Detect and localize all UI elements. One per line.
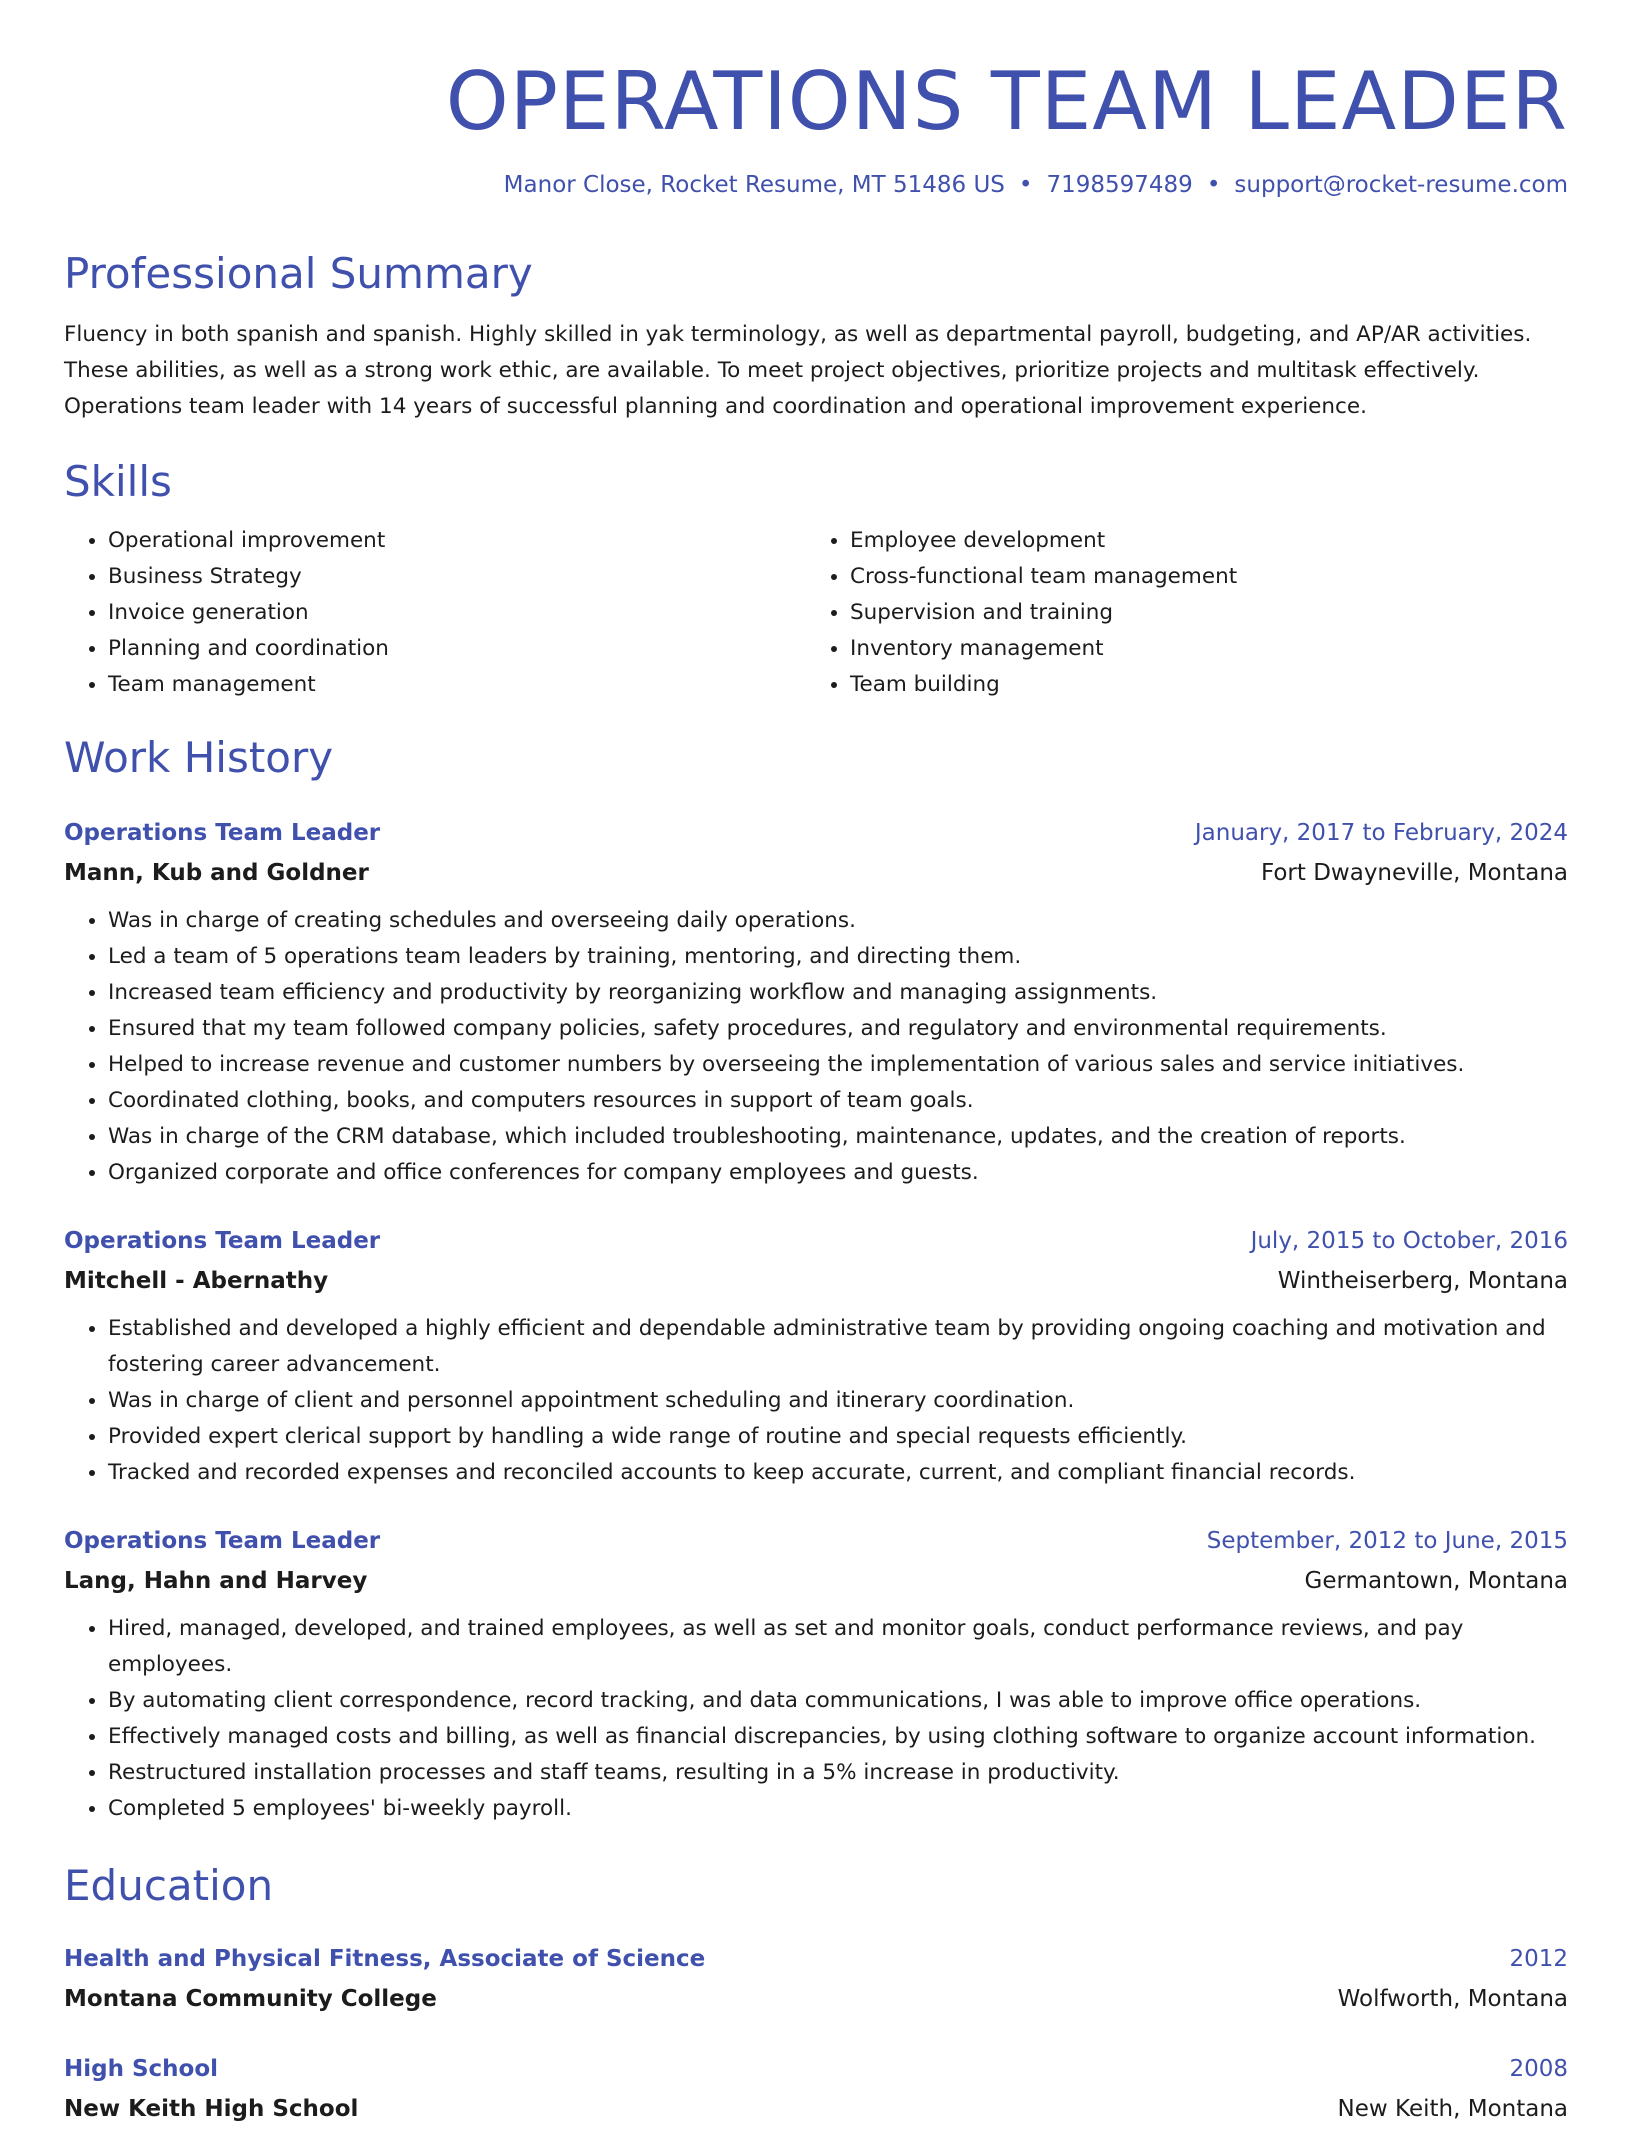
job-bullet: • Led a team of 5 operations team leaders by training, mentoring, and directing them. [108,939,1568,975]
skills-list-right [806,523,1548,703]
job-company: Mann, Kub and Goldner [64,860,369,886]
job-bullet: • Helped to increase revenue and customer numbers by overseeing the implementation of various sales and service initiatives. [108,1047,1568,1083]
job-bullets [64,1311,1568,1491]
job-company-row [64,853,1568,893]
education-entry [64,2049,1568,2129]
education-location: New Keith, Montana [1337,2096,1568,2122]
skills-list-left [64,523,806,703]
education-header-row [64,2049,1568,2089]
contact-separator: • [1206,172,1221,198]
job-bullet: • Tracked and recorded expenses and reconciled accounts to keep accurate, current, and compliant financial records. [108,1455,1568,1491]
job-bullet: • Effectively managed costs and billing, as well as financial discrepancies, by using clothing software to organize account information. [108,1719,1568,1755]
job-bullet: • Was in charge of the CRM database, which included troubleshooting, maintenance, updates, and the creation of reports. [108,1119,1568,1155]
job-bullets [64,903,1568,1191]
job-bullet: • Completed 5 employees' bi-weekly payroll. [108,1791,1568,1827]
job-company: Mitchell - Abernathy [64,1268,329,1294]
job-bullet: • Organized corporate and office conferences for company employees and guests. [108,1155,1568,1191]
job-bullet: • Provided expert clerical support by handling a wide range of routine and special requests efficiently. [108,1419,1568,1455]
work-history-heading: Work History [64,733,334,782]
education-degree: High School [64,2056,219,2082]
skill-item: • Cross-functional team management [850,559,1548,595]
job-company-row [64,1261,1568,1301]
job-dates: January, 2017 to February, 2024 [1194,820,1568,846]
job-header-row [64,813,1568,853]
job-location: Wintheiserberg, Montana [1277,1268,1568,1294]
contact-email[interactable]: support@rocket-resume.com [1234,172,1568,198]
summary-text: Fluency in both spanish and spanish. Highly skilled in yak terminology, as well as departmental payroll, budgeting, and AP/AR activities. These abilities, as well as a strong work ethic, are available. To meet project objectives, prioritize projects and multitask effectively. Operations team leader with 14 years of successful planning and coordination and operational improvement experience. [64,322,1532,419]
job-location: Germantown, Montana [1304,1568,1568,1594]
job-bullet: • By automating client correspondence, record tracking, and data communications, I was able to improve office operations. [108,1683,1568,1719]
job-bullets [64,1611,1568,1827]
contact-address: Manor Close, Rocket Resume, MT 51486 US [503,172,1005,198]
job-entry [64,1221,1568,1491]
job-dates: July, 2015 to October, 2016 [1250,1228,1568,1254]
education-heading: Education [64,1861,274,1910]
skill-item: • Supervision and training [850,595,1548,631]
job-role: Operations Team Leader [64,1228,381,1254]
job-dates: September, 2012 to June, 2015 [1206,1528,1568,1554]
resume-name: OPERATIONS TEAM LEADER [445,55,1568,148]
job-bullet: • Ensured that my team followed company policies, safety procedures, and regulatory and environmental requirements. [108,1011,1568,1047]
contact-phone: 7198597489 [1046,172,1193,198]
job-bullet: • Was in charge of creating schedules and overseeing daily operations. [108,903,1568,939]
job-entry [64,1521,1568,1827]
job-bullet: • Was in charge of client and personnel appointment scheduling and itinerary coordination. [108,1383,1568,1419]
job-header-row [64,1521,1568,1561]
job-header-row [64,1221,1568,1261]
job-role: Operations Team Leader [64,1528,381,1554]
skill-item: • Team building [850,667,1548,703]
job-bullet: • Restructured installation processes and staff teams, resulting in a 5% increase in productivity. [108,1755,1568,1791]
job-company-row [64,1561,1568,1601]
job-location: Fort Dwayneville, Montana [1260,860,1568,886]
job-bullet: • Coordinated clothing, books, and computers resources in support of team goals. [108,1083,1568,1119]
education-year: 2008 [1509,2056,1568,2082]
job-company: Lang, Hahn and Harvey [64,1568,368,1594]
education-school-row [64,2089,1568,2129]
contact-line [64,174,1568,197]
education-degree: Health and Physical Fitness, Associate of Science [64,1946,706,1972]
skill-item: • Planning and coordination [108,631,806,667]
skill-item: • Invoice generation [108,595,806,631]
education-entry [64,1939,1568,2019]
education-school: New Keith High School [64,2096,359,2122]
job-bullet: • Hired, managed, developed, and trained employees, as well as set and monitor goals, conduct performance reviews, and pay employees. [108,1611,1568,1683]
skill-item: • Inventory management [850,631,1548,667]
skill-item: • Operational improvement [108,523,806,559]
job-bullet: • Increased team efficiency and productivity by reorganizing workflow and managing assignments. [108,975,1568,1011]
skills-heading: Skills [64,457,172,506]
summary-heading: Professional Summary [64,249,533,298]
skill-item: • Team management [108,667,806,703]
skill-item: • Employee development [850,523,1548,559]
education-header-row [64,1939,1568,1979]
job-bullet: • Established and developed a highly efficient and dependable administrative team by providing ongoing coaching and motivation and fostering career advancement. [108,1311,1568,1383]
job-role: Operations Team Leader [64,820,381,846]
job-entry [64,813,1568,1191]
education-location: Wolfworth, Montana [1337,1986,1568,2012]
education-school: Montana Community College [64,1986,437,2012]
education-year: 2012 [1509,1946,1568,1972]
skills-grid [64,523,1568,703]
contact-separator: • [1018,172,1033,198]
education-school-row [64,1979,1568,2019]
skill-item: • Business Strategy [108,559,806,595]
